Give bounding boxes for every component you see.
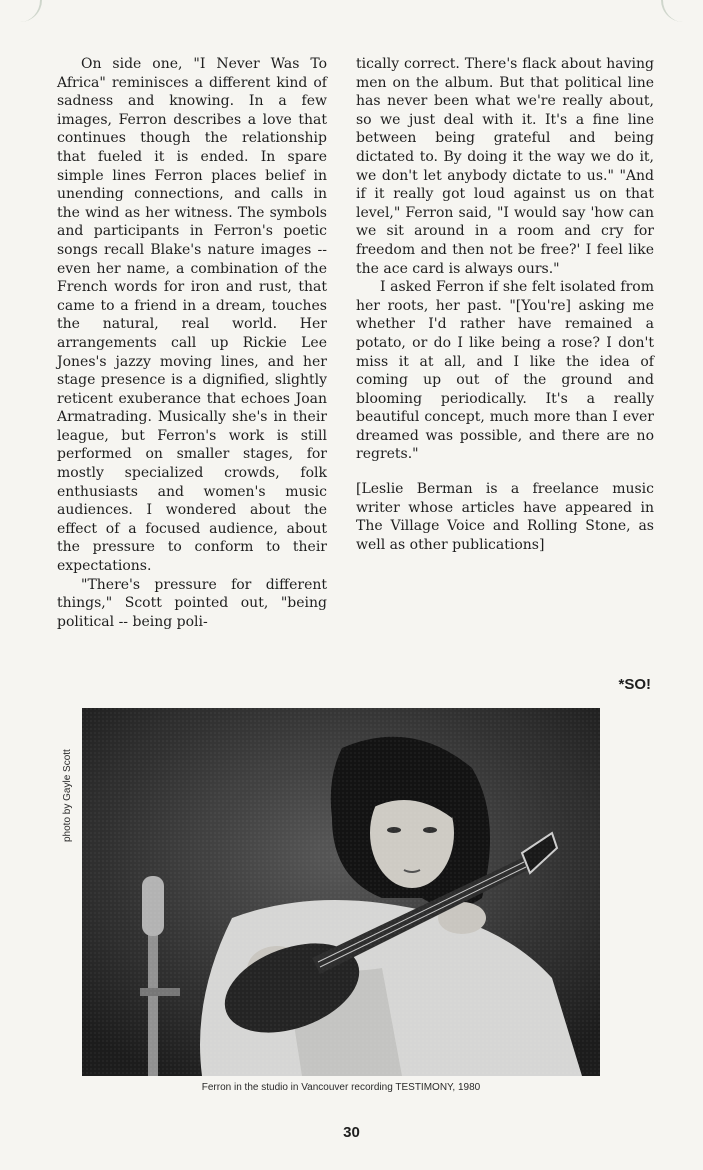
page-number: 30	[343, 1124, 360, 1141]
page-edge-left	[0, 0, 42, 22]
ferron-photo	[82, 708, 600, 1076]
left-paragraph-1: On side one, "I Never Was To Africa" reminisces a different kind of sadness and knowing. In a few images, Ferron describes a love that continues though the relationship that fueled it is ended. In spare simple lines Ferron places belief in unending connections, and calls in the wind as her witness. The symbols and participants in Ferron's poetic songs recall Blake's nature images -- even her name, a combination of the French words for iron and rust, that came to a friend in a dream, touches the natural, real world. Her arrangements call up Rickie Lee Jones's jazzy moving lines, and her stage presence is a dignified, slightly reticent exuberance that echoes Joan Armatrading. Musically she's in their league, but Ferron's work is still performed on smaller stages, for mostly specialized crowds, folk enthusiasts and women's music audiences. I wondered about the effect of a focused audience, about the pressure to conform to their expectations.	[57, 56, 327, 575]
page-edge-right	[661, 0, 703, 22]
article-right-column	[356, 55, 654, 554]
author-bio: [Leslie Berman is a freelance music writer whose articles have appeared in The Village Voice and Rolling Stone, as well as other publications]	[356, 481, 654, 553]
photo-credit: photo by Gayle Scott	[62, 749, 73, 842]
article-left-column	[57, 55, 327, 631]
left-paragraph-2: "There's pressure for different things," Scott pointed out, "being political -- being poli-	[57, 576, 327, 630]
ferron-photo-illustration	[82, 708, 600, 1076]
article-end-mark: *SO!	[618, 676, 651, 693]
right-paragraph-2: I asked Ferron if she felt isolated from her roots, her past. "[You're] asking me whether I'd rather have remained a potato, or do I like being a rose? I don't miss it at all, and I like the idea of coming up out of the ground and blooming periodically. It's a really beautiful concept, much more than I ever dreamed was possible, and there are no regrets."	[356, 279, 654, 463]
photo-caption: Ferron in the studio in Vancouver recording TESTIMONY, 1980	[201, 1082, 481, 1093]
right-paragraph-1: tically correct. There's flack about having men on the album. But that political line has never been what we're really about, so we just deal with it. It's a fine line between being grateful and being dictated to. By doing it the way we do it, we don't let anybody dictate to us." "And if it really got loud against us on that level," Ferron said, "I would say 'how can we sit around in a room and cry for freedom and then not be free?' I feel like the ace card is always ours."	[356, 56, 654, 277]
